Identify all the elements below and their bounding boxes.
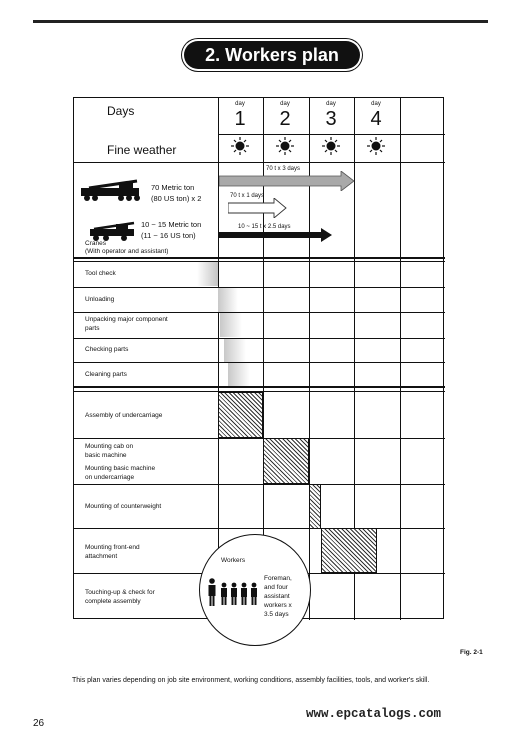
sun-icon [226, 137, 254, 155]
small-crane-label-2: (11 ~ 16 US ton) [141, 231, 196, 240]
day-word-4: day [371, 101, 381, 107]
bar-counterweight [309, 484, 321, 529]
small-crane-label-1: 10 ~ 15 Metric ton [141, 220, 202, 229]
arrow-label-10-15t-2-5days: 10 ~ 15 t x 2.5 days [238, 224, 291, 230]
day-number-4: 4 [370, 108, 382, 130]
arrow-label-70t-1days: 70 t x 1 days [230, 193, 265, 199]
figure-label: Fig. 2-1 [460, 649, 483, 656]
fine-weather-label: Fine weather [107, 143, 177, 157]
page-title: 2. Workers plan [184, 41, 360, 69]
task-checking-parts: Checking parts [85, 346, 129, 353]
task-counterweight: Mounting of counterweight [85, 503, 162, 510]
arrow-70t-1days [228, 198, 288, 218]
task-touchup-1: Touching-up & check for [85, 589, 155, 596]
task-unloading: Unloading [85, 296, 115, 303]
workers-line-5: 3.5 days [264, 611, 289, 618]
bar-mounting-cab-basic [263, 438, 309, 484]
task-frontend-2: attachment [85, 553, 118, 560]
task-basic-1: Mounting basic machine [85, 465, 156, 472]
days-label: Days [107, 104, 135, 118]
task-basic-2: on undercarriage [85, 474, 135, 481]
task-cab-1: Mounting cab on [85, 443, 134, 450]
task-cab-2: basic machine [85, 452, 127, 459]
large-crane-icon [79, 178, 145, 204]
bar-tool-check [197, 262, 218, 286]
sun-icon [271, 137, 299, 155]
workers-icon [207, 578, 259, 608]
watermark: www.epcatalogs.com [306, 707, 442, 721]
task-tool-check: Tool check [85, 270, 116, 277]
task-cleaning-parts: Cleaning parts [85, 371, 127, 378]
task-assembly-undercarriage: Assembly of undercarriage [85, 412, 163, 419]
page-number: 26 [33, 718, 45, 729]
day-number-3: 3 [325, 108, 337, 130]
cranes-caption-1: Cranes [85, 240, 106, 247]
day-word-3: day [326, 101, 336, 107]
task-frontend-1: Mounting front-end [85, 544, 140, 551]
bar-unloading [218, 288, 238, 312]
bar-unpacking [220, 313, 242, 337]
bar-cleaning-parts [228, 363, 250, 386]
task-touchup-2: complete assembly [85, 598, 141, 605]
day-word-1: day [235, 101, 245, 107]
arrow-70t-3days [219, 171, 355, 191]
bar-checking-parts [224, 339, 246, 362]
top-rule [33, 20, 488, 23]
large-crane-label-1: 70 Metric ton [151, 183, 195, 192]
workers-title: Workers [221, 557, 246, 564]
arrow-10-15t-2-5days [219, 228, 333, 242]
bar-assembly-undercarriage [218, 392, 263, 438]
task-unpacking-1: Unpacking major component [85, 316, 168, 323]
workers-line-3: assistant [264, 593, 290, 600]
plan-note: This plan varies depending on job site environment, working conditions, assembly facilities, tools, and worker's skill. [72, 677, 430, 684]
workers-line-2: and four [264, 584, 288, 591]
arrow-label-70t-3days: 70 t x 3 days [266, 166, 301, 172]
workers-line-1: Foreman, [264, 575, 292, 582]
day-number-1: 1 [234, 108, 246, 130]
task-unpacking-2: parts [85, 325, 100, 332]
day-number-2: 2 [279, 108, 291, 130]
bar-frontend [321, 528, 377, 573]
sun-icon [317, 137, 345, 155]
sun-icon [362, 137, 390, 155]
large-crane-label-2: (80 US ton) x 2 [151, 194, 202, 203]
workers-line-4: workers x [264, 602, 292, 609]
day-word-2: day [280, 101, 290, 107]
cranes-caption-2: (With operator and assistant) [85, 248, 169, 255]
